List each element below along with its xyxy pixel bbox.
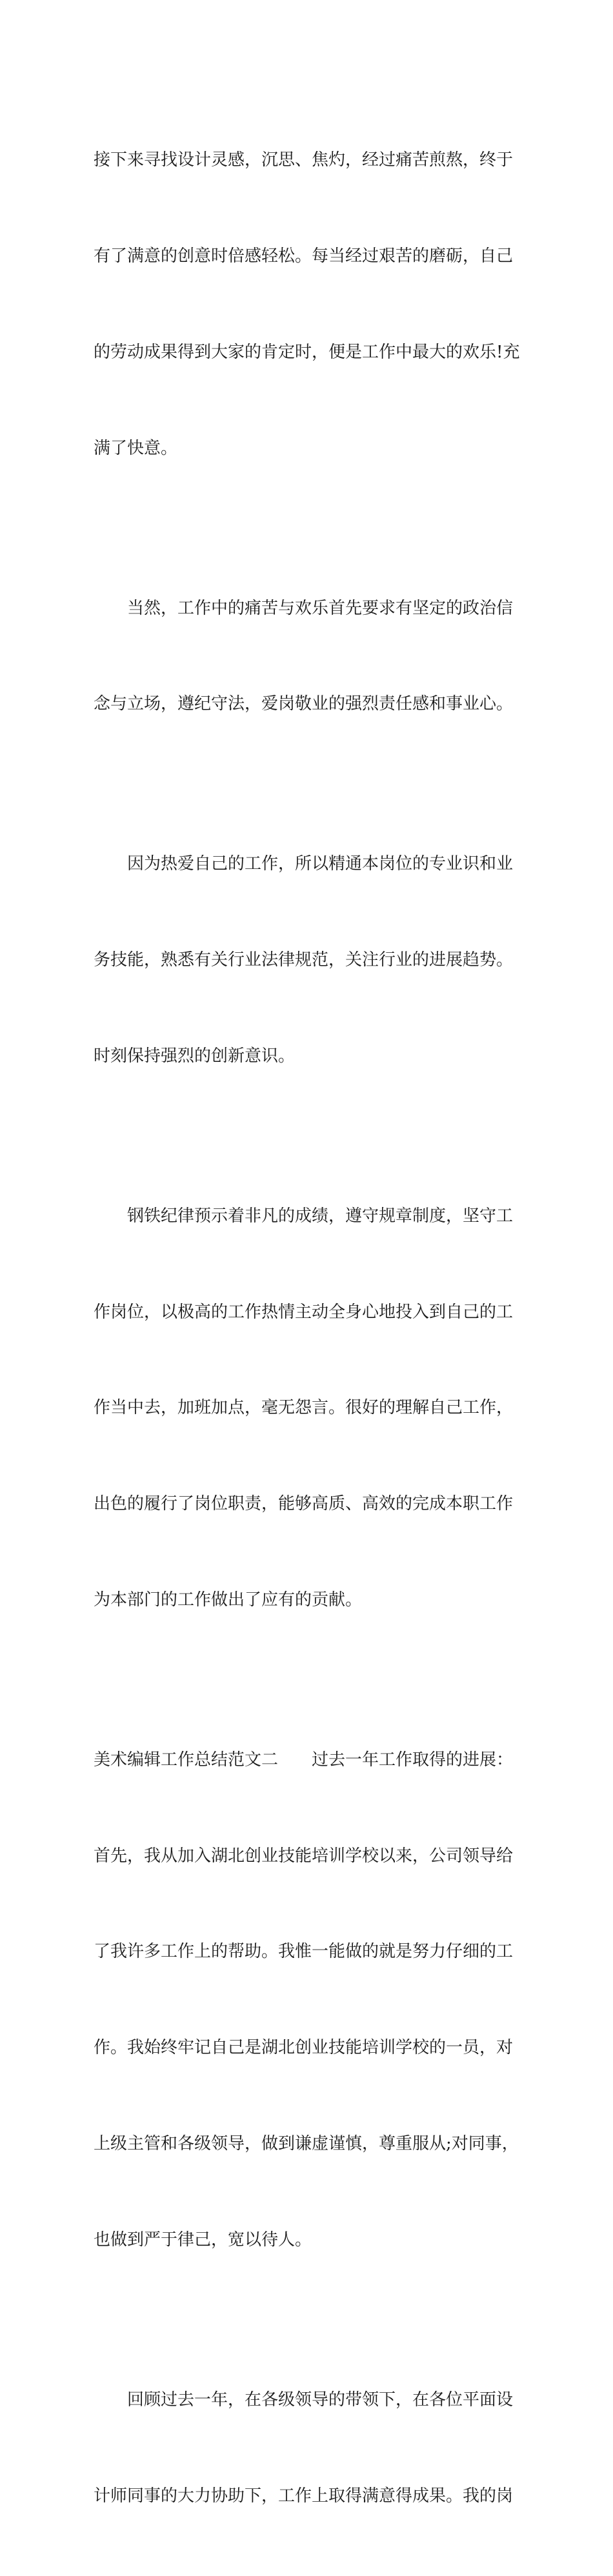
text-line: 时刻保持强烈的创新意识。 bbox=[94, 1046, 296, 1066]
text-line: 计师同事的大力协助下，工作上取得满意得成果。我的岗 bbox=[94, 2486, 514, 2506]
paragraph bbox=[94, 528, 523, 784]
paragraph bbox=[94, 784, 523, 1137]
paragraph bbox=[94, 1137, 523, 1681]
text-line: 因为热爱自己的工作，所以精通本岗位的专业识和业 bbox=[127, 854, 514, 874]
text-line: 念与立场，遵纪守法，爱岗敬业的强烈责任感和事业心。 bbox=[94, 694, 514, 714]
paragraph bbox=[94, 2321, 523, 2576]
text-line: 也做到严于律己，宽以待人。 bbox=[94, 2230, 312, 2250]
paragraph bbox=[94, 1681, 523, 2321]
text-line: 的劳动成果得到大家的肯定时，便是工作中最大的欢乐!充 bbox=[94, 342, 520, 362]
text-line: 上级主管和各级领导，做到谦虚谨慎，尊重服从;对同事， bbox=[94, 2134, 519, 2153]
text-line: 作。我始终牢记自己是湖北创业技能培训学校的一员，对 bbox=[94, 2038, 514, 2058]
text-line: 钢铁纪律预示着非凡的成绩，遵守规章制度，坚守工 bbox=[127, 1206, 514, 1226]
text-line: 作当中去，加班加点，毫无怨言。很好的理解自己工作， bbox=[94, 1398, 514, 1418]
text-line: 满了快意。 bbox=[94, 438, 178, 458]
text-line: 回顾过去一年，在各级领导的带领下，在各位平面设 bbox=[127, 2390, 514, 2410]
text-line: 首先，我从加入湖北创业技能培训学校以来，公司领导给 bbox=[94, 1846, 514, 1866]
text-line: 出色的履行了岗位职责，能够高质、高效的完成本职工作 bbox=[94, 1494, 514, 1514]
text-line: 当然，工作中的痛苦与欢乐首先要求有坚定的政治信 bbox=[127, 598, 514, 618]
text-line: 有了满意的创意时倍感轻松。每当经过艰苦的磨砺，自己 bbox=[94, 246, 514, 266]
text-line: 了我许多工作上的帮助。我惟一能做的就是努力仔细的工 bbox=[94, 1942, 514, 1962]
text-line: 作岗位，以极高的工作热情主动全身心地投入到自己的工 bbox=[94, 1302, 514, 1322]
text-line: 为本部门的工作做出了应有的贡献。 bbox=[94, 1590, 363, 1610]
paragraph bbox=[94, 81, 523, 528]
text-line: 务技能，熟悉有关行业法律规范，关注行业的进展趋势。 bbox=[94, 950, 514, 970]
document-body bbox=[94, 81, 523, 2576]
text-line: 美术编辑工作总结范文二 过去一年工作取得的进展： bbox=[94, 1750, 514, 1770]
text-line: 接下来寻找设计灵感，沉思、焦灼，经过痛苦煎熬，终于 bbox=[94, 150, 514, 170]
